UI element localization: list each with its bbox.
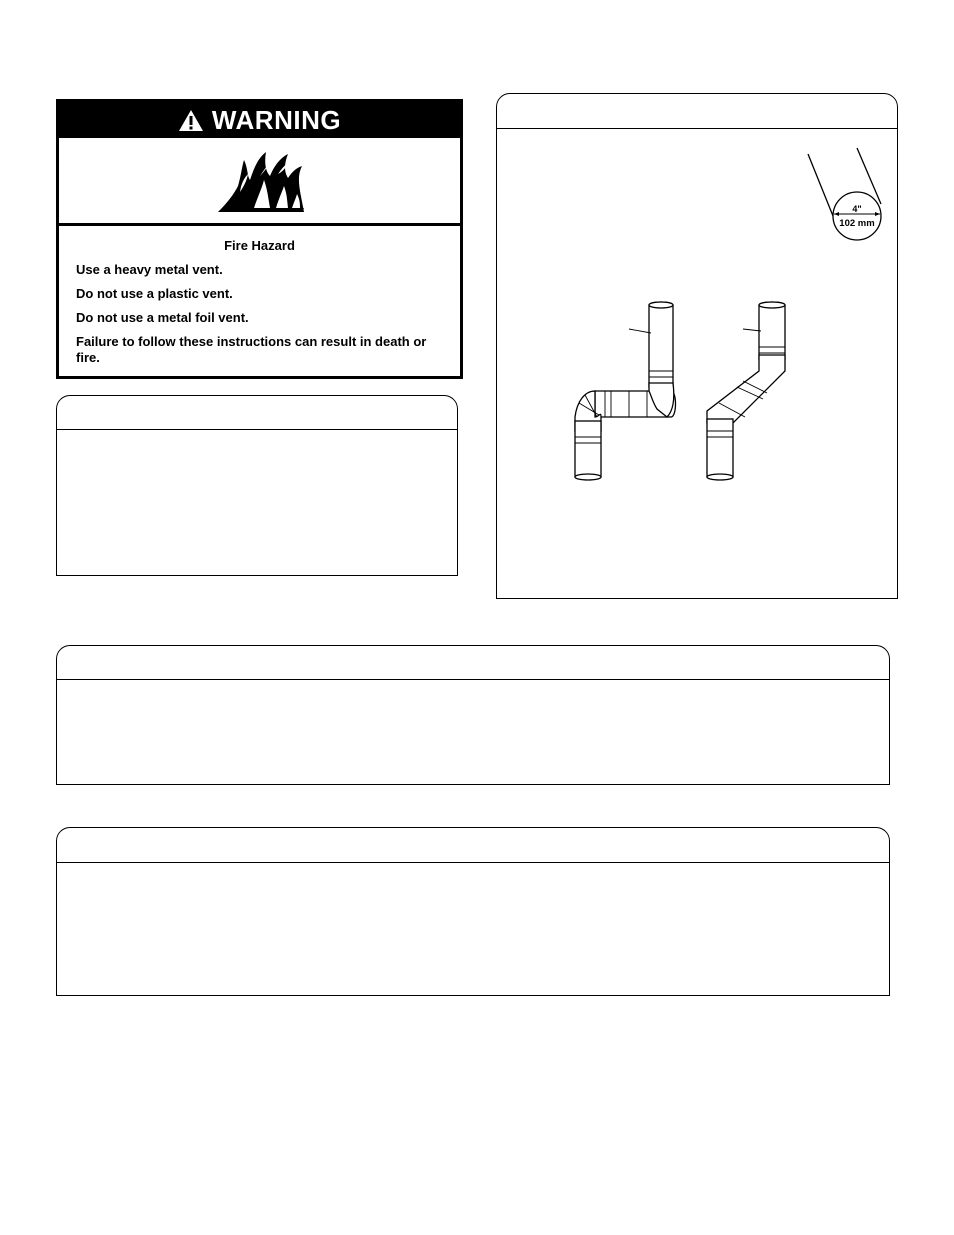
warning-line: Failure to follow these instructions can result in death or fire. — [76, 334, 427, 365]
warning-title: WARNING — [211, 104, 342, 135]
fire-icon — [214, 146, 309, 214]
vent-diameter-diagram — [797, 146, 892, 246]
vent-diagram-box-divider — [497, 128, 897, 129]
bottom-info-box — [56, 827, 890, 996]
middle-info-box-divider — [57, 679, 889, 680]
warning-line: Do not use a metal foil vent. — [76, 310, 249, 325]
alert-triangle-icon — [178, 109, 204, 132]
warning-header — [59, 102, 460, 138]
warning-line: Do not use a plastic vent. — [76, 286, 233, 301]
hazard-title: Fire Hazard — [224, 238, 295, 253]
middle-info-box — [56, 645, 890, 785]
diameter-label-inches: 4" — [852, 204, 862, 214]
elbow-vents-diagram — [567, 299, 807, 484]
left-info-box — [56, 395, 458, 576]
warning-line: Use a heavy metal vent. — [76, 262, 223, 277]
warning-symbol-area — [59, 138, 460, 226]
warning-text-area — [59, 229, 460, 379]
bottom-info-box-divider — [57, 862, 889, 863]
left-info-box-divider — [57, 429, 457, 430]
diameter-label-mm: 102 mm — [839, 218, 875, 229]
vent-diagram-box — [496, 93, 898, 599]
warning-box — [56, 99, 463, 379]
